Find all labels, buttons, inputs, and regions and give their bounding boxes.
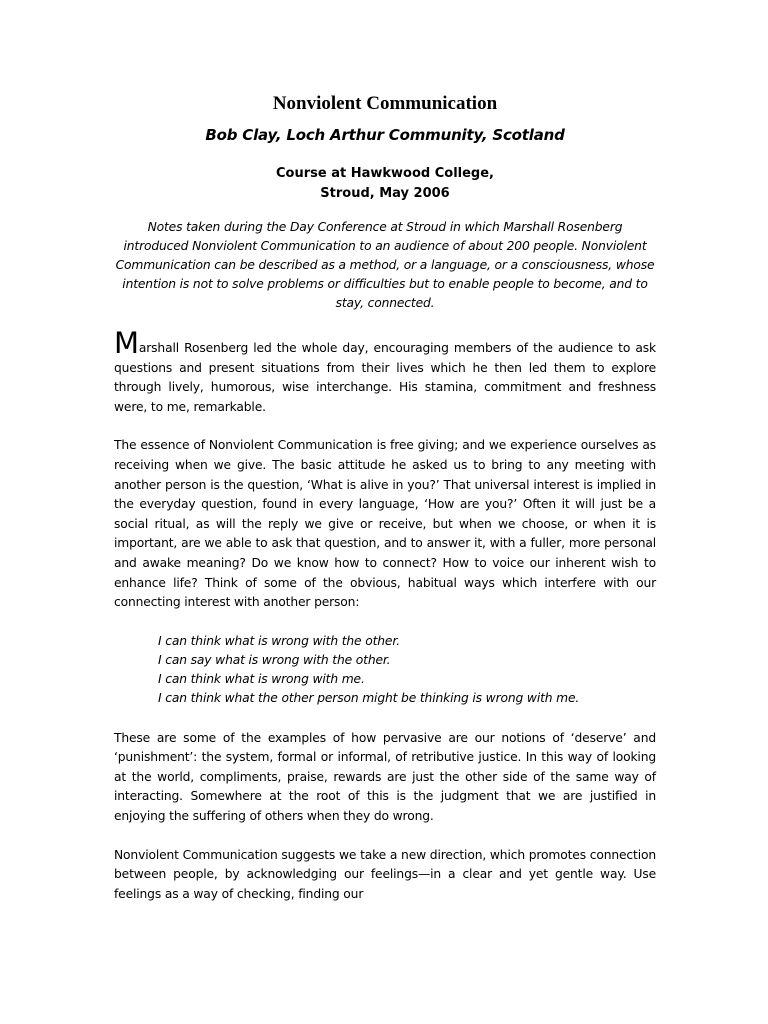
course-line-1: Course at Hawkwood College,	[275, 166, 494, 181]
quote-line: I can think what is wrong with me.	[158, 672, 365, 687]
paragraph-4: Nonviolent Communication suggests we take a new direction, which promotes connection between people, by acknowledging our feelings—in a clear and yet gentle way. Use feelings as a way of checking, finding our	[114, 847, 656, 901]
drop-cap: M	[114, 326, 139, 360]
document-title: Nonviolent Communication	[272, 93, 498, 114]
document-page	[114, 92, 656, 923]
course-line-2: Stroud, May 2006	[320, 186, 450, 201]
paragraph-2: The essence of Nonviolent Communication is free giving; and we experience ourselves as receiving when we give. The basic attitude he asked us to bring to any meeting with another person is the question, ‘What is alive in you?’ That universal interest is implied in the everyday question, found in every language, ‘How are you?’ Often it will just be a social ritual, as will the reply we give or receive, but when we choose, or when it is important, are we able to ask that question, and to answer it, with a fuller, more personal and awake meaning? Do we know how to connect? How to voice our inherent wish to enhance life? Think of some of the obvious, habitual ways which interfere with our connecting interest with another person:	[114, 438, 656, 610]
course-info	[114, 164, 656, 204]
quote-line: I can say what is wrong with the other.	[158, 652, 391, 667]
quote-line: I can think what is wrong with the other.	[158, 633, 400, 648]
quote-line: I can think what the other person might be thinking is wrong with me.	[158, 691, 580, 706]
paragraph-1-text: arshall Rosenberg led the whole day, encouraging members of the audience to ask questions and present situations from their lives which he then led them to explore through lively, humorous, wise interchange. His stamina, commitment and freshness were, to me, remarkable.	[114, 341, 656, 414]
intro-note: Notes taken during the Day Conference at Stroud in which Marshall Rosenberg introduced Nonviolent Communication to an audience of about 200 people. Nonviolent Communication can be described as a method, or a language, or a consciousness, whose intention is not to solve problems or difficulties but to enable people to become, and to stay, connected.	[115, 220, 655, 310]
quote-list	[158, 632, 656, 709]
paragraph-3: These are some of the examples of how pervasive are our notions of ‘deserve’ and ‘punishment’: the system, formal or informal, of retributive justice. In this way of looking at the world, compliments, praise, rewards are just the other side of the same way of interacting. Somewhere at the root of this is the judgment that we are justified in enjoying the suffering of others when they do wrong.	[114, 730, 656, 823]
paragraph-1	[114, 326, 656, 417]
author-byline: Bob Clay, Loch Arthur Community, Scotland	[205, 126, 565, 144]
